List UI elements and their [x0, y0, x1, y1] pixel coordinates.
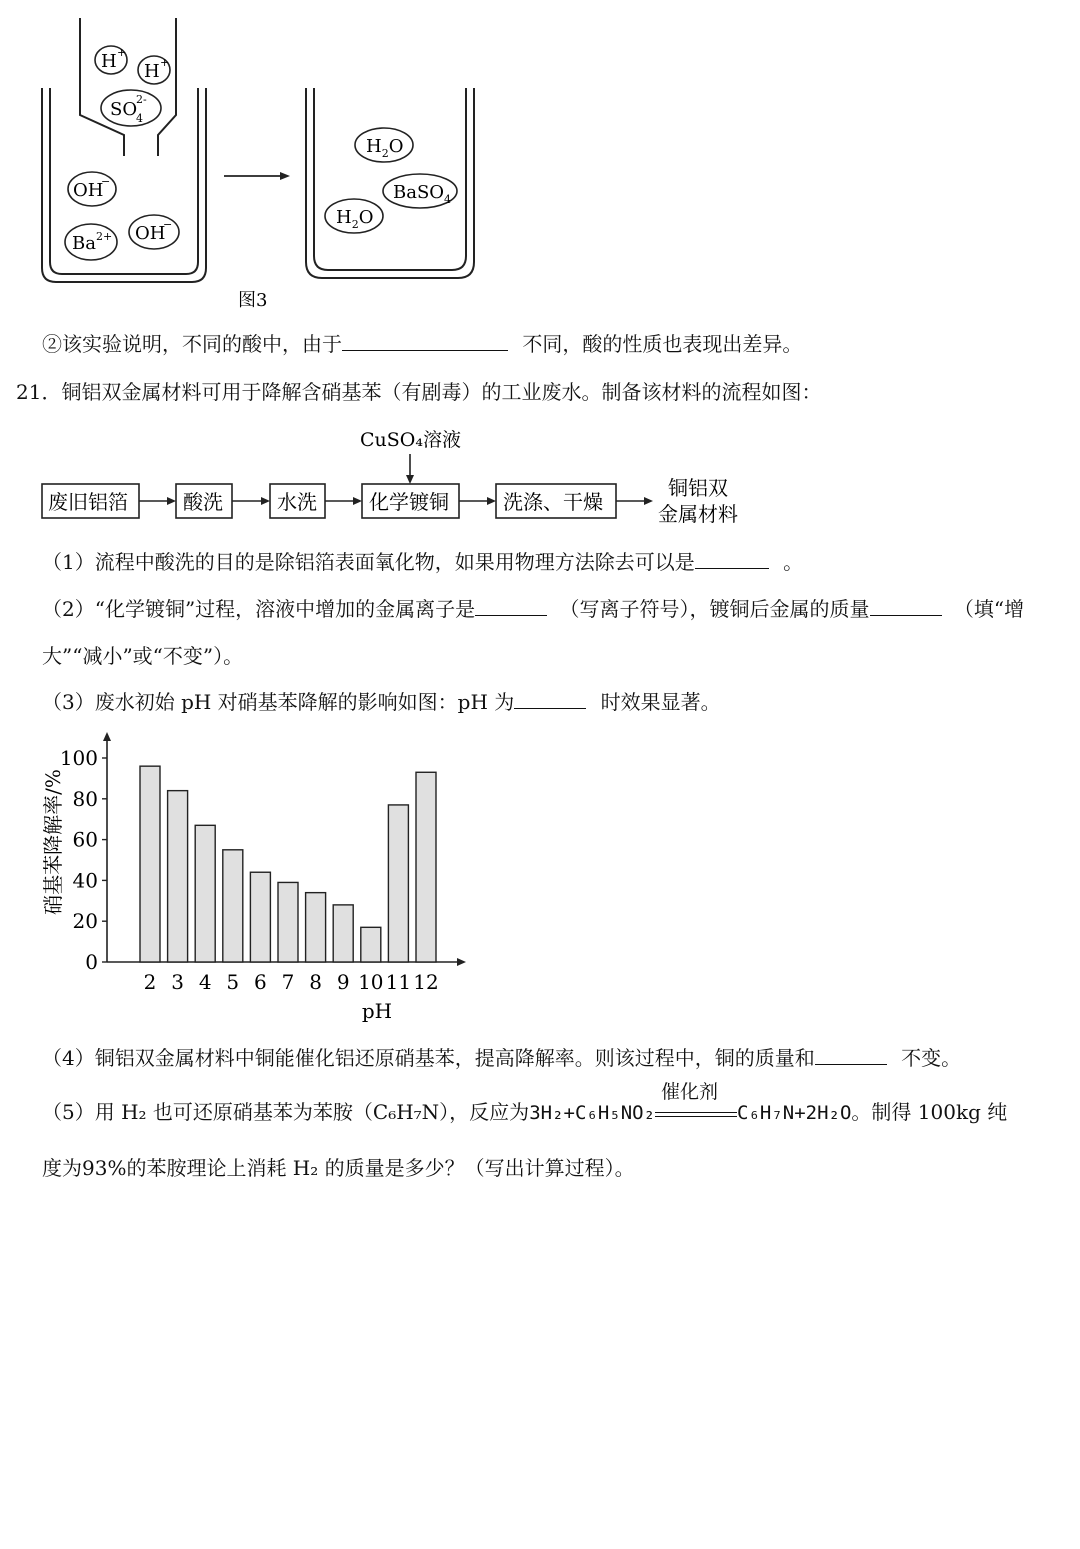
chart-bar: [140, 766, 160, 962]
ion-h-1: H: [101, 51, 117, 72]
svg-text:洗涤、干燥: 洗涤、干燥: [503, 490, 603, 514]
answer-blank-q21-1[interactable]: [695, 548, 769, 569]
circled-marker: ②: [42, 332, 62, 356]
chart-x-axis-arrow: [457, 958, 466, 966]
answer-blank-q21-4[interactable]: [815, 1044, 887, 1065]
chart-bar: [195, 825, 215, 962]
q21-part1-end: 。: [783, 550, 804, 574]
svg-text:2-: 2-: [136, 93, 147, 106]
q20-part2: [42, 330, 802, 358]
svg-text:+: +: [160, 56, 170, 69]
equation-catalyst: 催化剂: [661, 1080, 719, 1103]
q21-part3: [42, 688, 721, 716]
svg-text:−: −: [163, 218, 173, 231]
chart-x-tick-label: 6: [254, 970, 267, 994]
chart-y-tick-label: 100: [59, 746, 98, 770]
answer-blank-q21-2b[interactable]: [870, 595, 942, 616]
answer-blank-q21-3[interactable]: [514, 688, 586, 709]
chart-y-tick-label: 20: [72, 909, 98, 934]
chart-y-axis-arrow: [103, 732, 111, 741]
chart-x-tick-label: 8: [309, 970, 322, 994]
q21-part2-end: （填“增: [953, 597, 1025, 621]
chart-x-tick-label: 4: [198, 970, 212, 994]
chart-bar: [306, 893, 326, 962]
flow-reagent-label: CuSO₄溶液: [360, 429, 461, 451]
chart-x-tick-label: 5: [226, 970, 240, 994]
chart-x-axis-label: pH: [361, 999, 393, 1023]
ion-ba: Ba: [72, 233, 96, 254]
chart-bar: [333, 905, 353, 962]
q20-part2-text-after: 不同，酸的性质也表现出差异。: [522, 332, 803, 356]
ion-oh-2: OH: [135, 223, 166, 244]
flow-product-line2: 金属材料: [658, 502, 738, 526]
svg-text:酸洗: 酸洗: [183, 490, 223, 514]
q21-part5: [42, 1080, 1008, 1127]
q21-part3-end: 时效果显著。: [600, 690, 721, 714]
chart-y-tick-label: 40: [72, 868, 98, 893]
chart-x-tick-label: 7: [281, 970, 295, 994]
chart-x-tick-label: 2: [143, 970, 157, 994]
ph-degradation-chart: [30, 730, 480, 1030]
chart-bar: [388, 805, 408, 962]
flow-step-3: [270, 484, 325, 518]
chart-bar: [416, 772, 436, 962]
svg-text:化学镀铜: 化学镀铜: [369, 490, 449, 514]
q21-part2-text: （2）“化学镀铜”过程，溶液中增加的金属离子是: [42, 597, 476, 621]
svg-text:2+: 2+: [96, 230, 113, 243]
svg-text:4: 4: [136, 112, 143, 125]
svg-text:水洗: 水洗: [277, 490, 317, 514]
flow-step-5: [496, 484, 616, 518]
q21-part4-end: 不变。: [901, 1046, 962, 1070]
chart-y-tick-label: 80: [72, 786, 98, 811]
ion-h-2: H: [144, 61, 160, 82]
flow-step-2: [176, 484, 232, 518]
chart-x-tick-label: 9: [336, 970, 350, 994]
chart-x-tick-label: 12: [413, 970, 439, 994]
q21-flowchart: [0, 420, 780, 530]
q21-part1: [42, 548, 803, 576]
flow-step-4: [362, 484, 459, 518]
q20-part2-text-before: 该实验说明，不同的酸中，由于: [62, 332, 342, 356]
equation-arrow: [655, 1080, 737, 1124]
chart-y-tick-label: 0: [85, 950, 98, 974]
chart-x-tick-label: 11: [385, 970, 412, 994]
q21-part3-text: （3）废水初始 pH 对硝基苯降解的影响如图：pH 为: [42, 690, 515, 714]
equation-left: 3H₂+C₆H₅NO₂: [529, 1102, 656, 1124]
svg-text:−: −: [101, 175, 111, 188]
chart-x-tick-label: 3: [171, 970, 184, 994]
chart-x-tick-label: 10: [358, 970, 384, 994]
q21-part5-line2: 度为93%的苯胺理论上消耗 H₂ 的质量是多少？（写出计算过程）。: [42, 1156, 635, 1180]
molecule-baso4: BaSO$_4$: [393, 182, 452, 206]
q21-part2: [42, 595, 1024, 623]
flow-step-1: [42, 484, 139, 518]
q21-intro: 21．铜铝双金属材料可用于降解含硝基苯（有剧毒）的工业废水。制备该材料的流程如图：: [16, 380, 822, 404]
chart-bar: [361, 927, 381, 962]
figure-3-beakers: [0, 0, 520, 320]
chart-bar: [250, 872, 270, 962]
figure-3-caption: 图3: [238, 290, 268, 311]
q21-part5-text: （5）用 H₂ 也可还原硝基苯为苯胺（C₆H₇N），反应为: [42, 1100, 530, 1124]
flow-product-line1: 铜铝双: [668, 476, 728, 500]
chart-y-axis-label: 硝基苯降解率/%: [41, 769, 65, 915]
ion-oh-1: OH: [73, 180, 104, 201]
q21-part4: [42, 1044, 961, 1072]
molecule-h2o-2: $H_2O$: [336, 207, 374, 231]
q21-part2-line2: 大”“减小”或“不变”）。: [42, 644, 244, 668]
q21-part1-text: （1）流程中酸洗的目的是除铝箔表面氧化物，如果用物理方法除去可以是: [42, 550, 695, 574]
answer-blank-q20-2[interactable]: [342, 330, 508, 351]
q21-part4-text: （4）铜铝双金属材料中铜能催化铝还原硝基苯，提高降解率。则该过程中，铜的质量和: [42, 1046, 815, 1070]
svg-text:废旧铝箔: 废旧铝箔: [48, 490, 128, 514]
q21-part2-middle: （写离子符号），镀铜后金属的质量: [559, 597, 870, 621]
svg-text:+: +: [117, 46, 127, 59]
molecule-h2o-1: $H_2O$: [366, 136, 404, 160]
ion-so4: SO: [110, 99, 138, 120]
chart-bar: [223, 850, 243, 962]
chart-y-tick-label: 60: [72, 827, 98, 852]
equation-right: C₆H₇N+2H₂O: [737, 1102, 852, 1124]
chart-bar: [168, 791, 188, 962]
q21-part5-end: 。制得 100kg 纯: [851, 1100, 1008, 1124]
chart-bar: [278, 882, 298, 962]
answer-blank-q21-2a[interactable]: [475, 595, 547, 616]
